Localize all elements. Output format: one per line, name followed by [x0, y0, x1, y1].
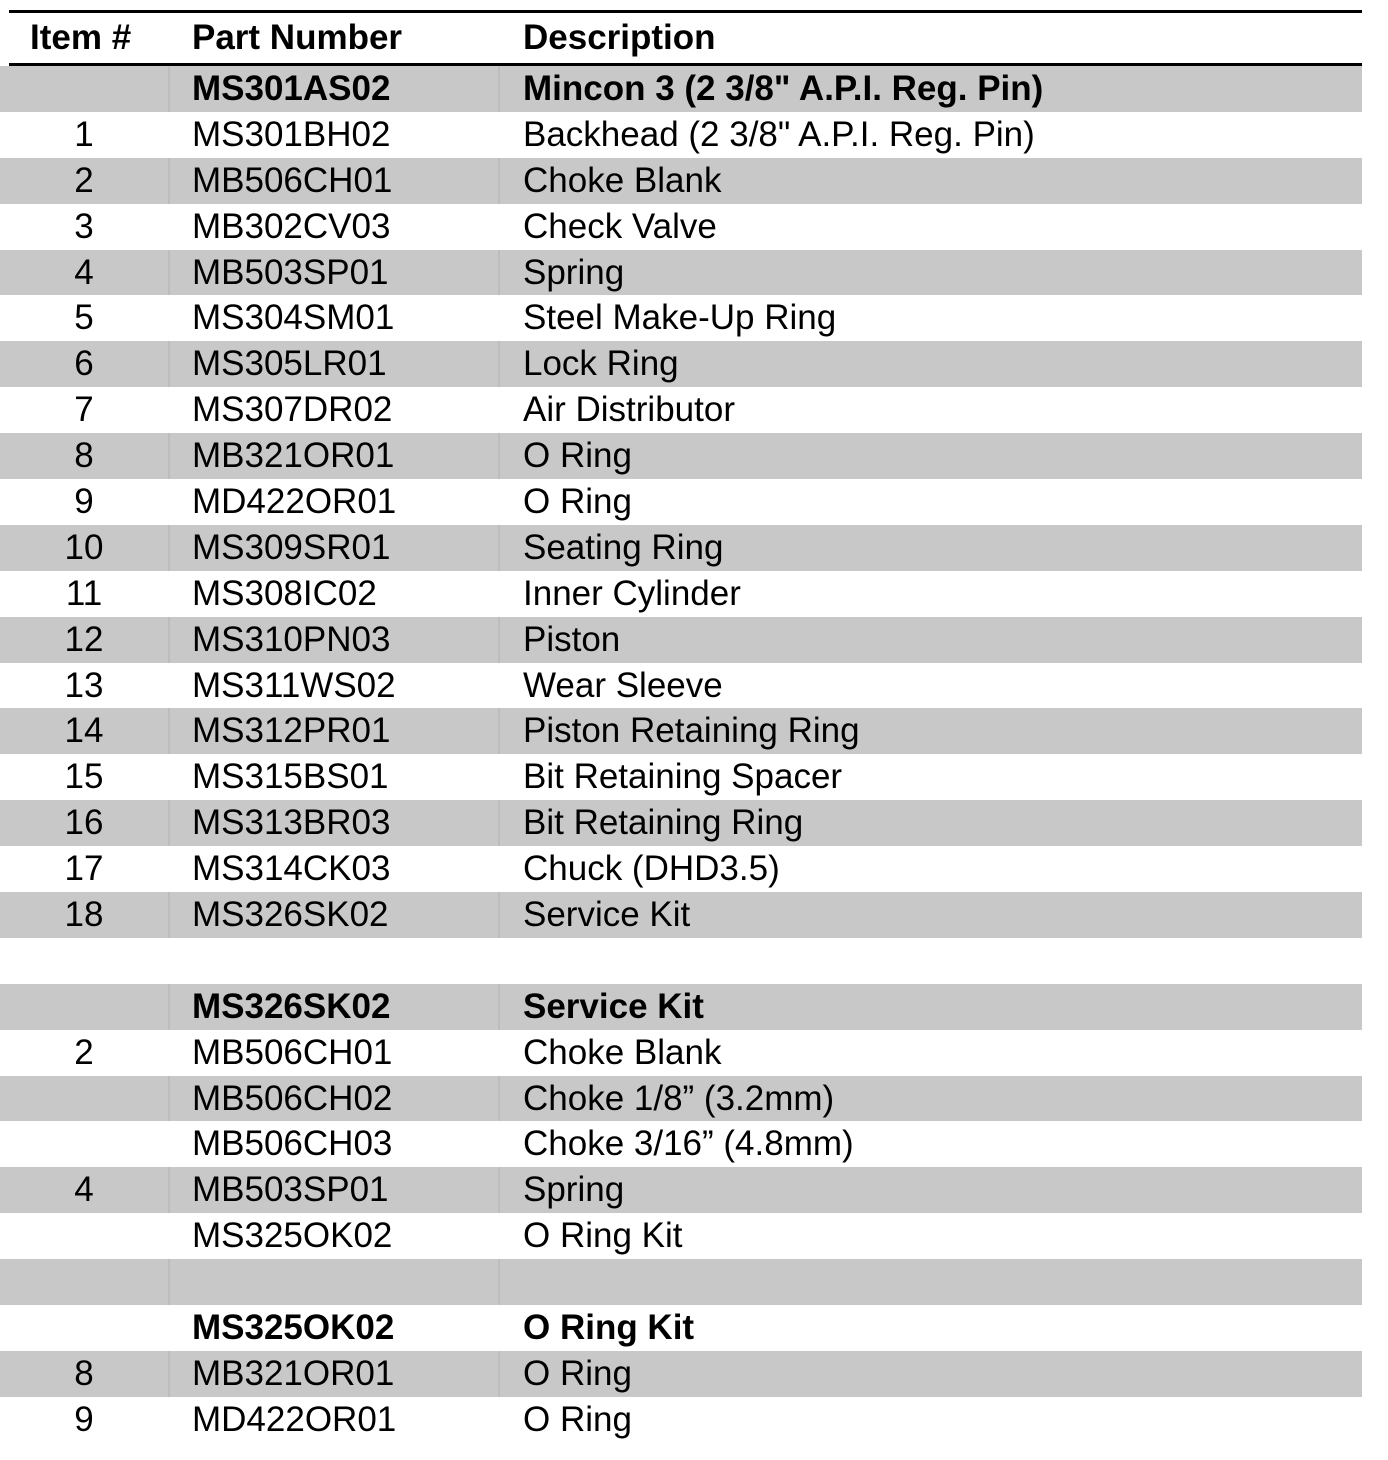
parts-table	[0, 10, 1362, 1443]
part-number-cell: MB506CH01	[192, 1032, 393, 1072]
part-number-cell: MS325OK02	[192, 1216, 393, 1256]
part-number-cell: MS309SR01	[192, 527, 391, 567]
description-cell: Lock Ring	[523, 344, 679, 384]
table-row	[0, 1397, 1362, 1443]
description-cell: Spring	[523, 1170, 625, 1210]
description-cell: Choke Blank	[523, 1032, 722, 1072]
table-row	[0, 984, 1362, 1030]
table-row	[0, 1351, 1362, 1397]
header-item: Item #	[30, 18, 132, 57]
part-number-cell: MS315BS01	[192, 757, 389, 797]
description-cell: Service Kit	[523, 986, 704, 1026]
description-cell: O Ring Kit	[523, 1216, 683, 1256]
item-cell: 4	[74, 1170, 94, 1210]
description-cell: Inner Cylinder	[523, 573, 741, 613]
item-cell: 11	[65, 573, 103, 613]
table-body	[0, 66, 1362, 1443]
table-row	[0, 250, 1362, 296]
part-number-cell: MS307DR02	[192, 390, 393, 430]
part-number-cell: MD422OR01	[192, 482, 397, 522]
part-number-cell: MB503SP01	[192, 1170, 389, 1210]
description-cell: Choke Blank	[523, 160, 722, 200]
description-cell: Choke 3/16” (4.8mm)	[523, 1124, 854, 1164]
item-cell: 13	[64, 665, 104, 705]
table-row	[0, 754, 1362, 800]
item-cell: 5	[74, 298, 94, 338]
item-cell: 16	[64, 803, 104, 843]
item-cell: 2	[74, 160, 94, 200]
table-row	[0, 708, 1362, 754]
description-cell: Chuck (DHD3.5)	[523, 849, 780, 889]
part-number-cell: MS308IC02	[192, 573, 377, 613]
description-cell: O Ring	[523, 436, 632, 476]
item-cell: 9	[74, 482, 94, 522]
description-cell: O Ring	[523, 1353, 632, 1393]
part-number-cell: MB503SP01	[192, 252, 389, 292]
description-cell: Backhead (2 3/8" A.P.I. Reg. Pin)	[523, 114, 1035, 154]
table-row	[0, 800, 1362, 846]
item-cell: 12	[64, 619, 104, 659]
part-number-cell: MS301BH02	[192, 114, 391, 154]
description-cell: O Ring	[523, 1399, 632, 1439]
table-row	[0, 1305, 1362, 1351]
table-row	[0, 525, 1362, 571]
table-row	[0, 846, 1362, 892]
description-cell: Mincon 3 (2 3/8" A.P.I. Reg. Pin)	[523, 69, 1044, 108]
table-row	[0, 295, 1362, 341]
item-cell: 15	[64, 757, 104, 797]
description-cell: Choke 1/8” (3.2mm)	[523, 1078, 835, 1118]
description-cell: Bit Retaining Ring	[523, 803, 804, 843]
item-cell: 7	[74, 390, 94, 430]
table-row	[0, 479, 1362, 525]
part-number-cell: MB506CH01	[192, 160, 393, 200]
table-row	[0, 158, 1362, 204]
item-cell: 2	[74, 1032, 94, 1072]
part-number-cell: MS311WS02	[192, 665, 396, 705]
description-cell: Seating Ring	[523, 527, 724, 567]
item-cell: 8	[74, 1353, 94, 1393]
item-cell: 18	[64, 895, 104, 935]
item-cell: 17	[64, 849, 104, 889]
part-number-cell: MS326SK02	[192, 895, 389, 935]
description-cell: Service Kit	[523, 895, 691, 935]
table-row	[0, 433, 1362, 479]
table-header	[0, 13, 1362, 63]
part-number-cell: MS326SK02	[192, 986, 391, 1026]
description-cell: Wear Sleeve	[523, 665, 723, 705]
part-number-cell: MS310PN03	[192, 619, 391, 659]
part-number-cell: MS313BR03	[192, 803, 391, 843]
table-row	[0, 617, 1362, 663]
item-cell: 10	[64, 527, 104, 567]
description-cell: O Ring Kit	[523, 1308, 695, 1348]
table-row	[0, 341, 1362, 387]
table-row	[0, 938, 1362, 984]
item-cell: 14	[64, 711, 104, 751]
part-number-cell: MB506CH02	[192, 1078, 393, 1118]
table-row	[0, 1167, 1362, 1213]
item-cell: 6	[74, 344, 94, 384]
description-cell: Bit Retaining Spacer	[523, 757, 843, 797]
description-cell: Piston	[523, 619, 621, 659]
item-cell: 8	[74, 436, 94, 476]
part-number-cell: MS304SM01	[192, 298, 395, 338]
description-cell: Steel Make-Up Ring	[523, 298, 837, 338]
description-cell: Air Distributor	[523, 390, 735, 430]
part-number-cell: MS301AS02	[192, 69, 391, 108]
part-number-cell: MB506CH03	[192, 1124, 393, 1164]
part-number-cell: MS325OK02	[192, 1308, 395, 1348]
part-number-cell: MS314CK03	[192, 849, 391, 889]
part-number-cell: MS312PR01	[192, 711, 391, 751]
table-row	[0, 66, 1362, 112]
table-row	[0, 663, 1362, 709]
description-cell: Spring	[523, 252, 625, 292]
table-row	[0, 1076, 1362, 1122]
part-number-cell: MS305LR01	[192, 344, 387, 384]
item-cell: 4	[74, 252, 94, 292]
header-description: Description	[523, 18, 716, 57]
description-cell: Check Valve	[523, 206, 717, 246]
table-row	[0, 571, 1362, 617]
table-row	[0, 1121, 1362, 1167]
header-part-number: Part Number	[192, 18, 403, 57]
item-cell: 3	[74, 206, 94, 246]
part-number-cell: MB302CV03	[192, 206, 391, 246]
table-row	[0, 1213, 1362, 1259]
table-row	[0, 387, 1362, 433]
table-row	[0, 112, 1362, 158]
table-row	[0, 892, 1362, 938]
table-row	[0, 204, 1362, 250]
part-number-cell: MD422OR01	[192, 1399, 397, 1439]
item-cell: 9	[74, 1399, 94, 1439]
table-row	[0, 1259, 1362, 1305]
item-cell: 1	[74, 114, 94, 154]
part-number-cell: MB321OR01	[192, 1353, 395, 1393]
table-row	[0, 1030, 1362, 1076]
description-cell: O Ring	[523, 482, 632, 522]
part-number-cell: MB321OR01	[192, 436, 395, 476]
description-cell: Piston Retaining Ring	[523, 711, 860, 751]
